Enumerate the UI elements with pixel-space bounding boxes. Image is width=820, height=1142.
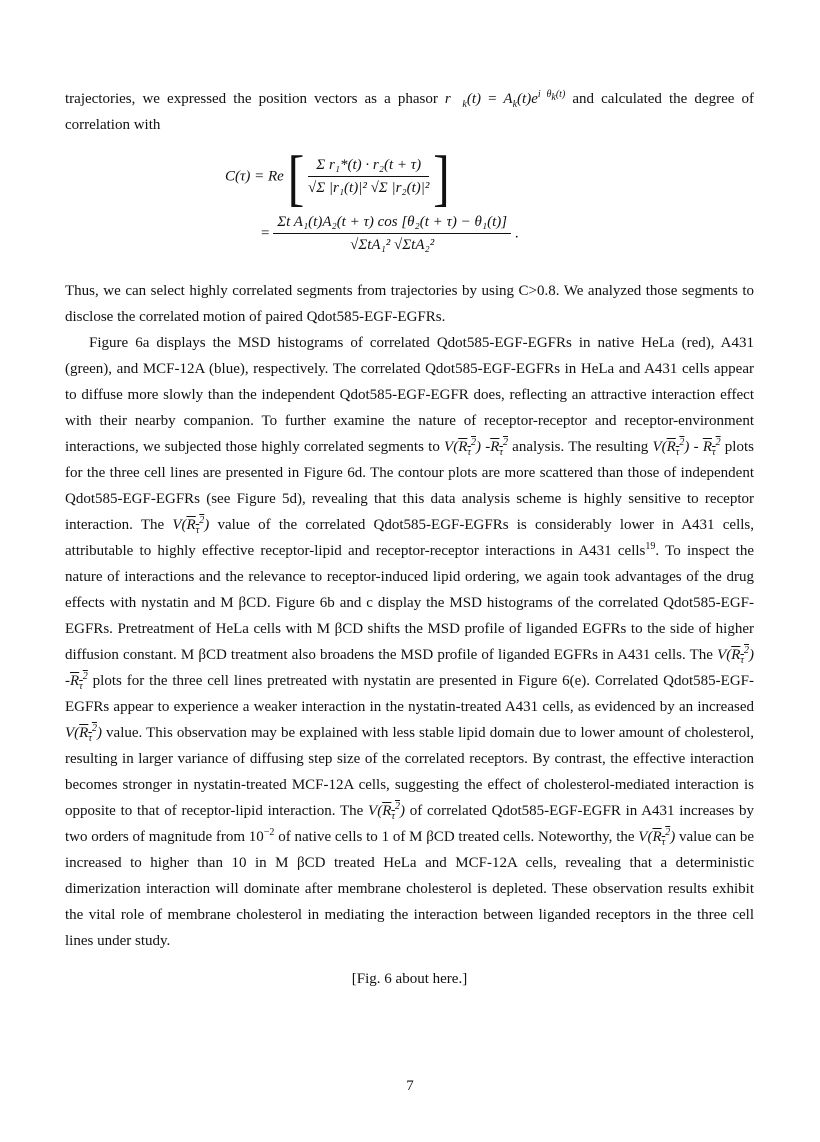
exponent: −2 — [263, 827, 275, 838]
main-text-4: value of the correlated Qdot585-EGF-EGFRs is considerably lower in A431 cells, attributable to highly effective receptor-lipid and receptor-receptor interactions in A431 cells — [65, 517, 754, 559]
v-formula: $V(R_\tau^2)$ — [638, 827, 676, 848]
intro-text-1: trajectories, we expressed the position vectors as a phasor — [65, 91, 445, 107]
page-body — [65, 86, 754, 992]
fraction-2 — [273, 214, 511, 254]
equation-line-1 — [225, 142, 450, 212]
figure-placeholder-note: [Fig. 6 about here.] — [351, 971, 468, 987]
main-text-10: value can be increased to higher than 10 in M βCD treated HeLa and MCF-12A cells, revealing that a deterministic dimerization interaction will dominate after membrane cholesterol is depleted. These observation results exhibit the vital role of membrane cholesterol in mediating the interaction between liganded receptors in the three cell lines under study. — [65, 829, 754, 949]
citation-19: 19 — [645, 541, 656, 552]
v-r-formula: $V(R_\tau^2) - R_\tau^2$ — [652, 437, 721, 458]
equation-end: . — [514, 225, 519, 242]
fraction-2-denominator: √ΣtA₁² √ΣtA₂² — [350, 237, 435, 253]
phasor-formula: $r⃗_k(t) = A_k(t)e^{i \theta_k(t)}$ — [444, 89, 566, 110]
main-text-7: value. This observation may be explained with less stable lipid domain due to lower amount of cholesterol, resulting in larger variance of diffusing step size of the correlated receptors. By contrast, the effective interaction becomes stronger in nystatin-treated MCF-12A cells, suggesting the effect of cholesterol-mediated interaction is opposite to that of receptor-lipid interaction. The — [65, 725, 754, 819]
thus-paragraph: Thus, we can select highly correlated segments from trajectories by using C>0.8. We analyzed those segments to disclose the correlated motion of paired Qdot585-EGF-EGFRs. — [65, 283, 754, 325]
main-text-1: Figure 6a displays the MSD histograms of correlated Qdot585-EGF-EGFRs in native HeLa (red), A431 (green), and MCF-12A (blue), respectively. The correlated Qdot585-EGF-EGFRs in HeLa and A431 cells appear to diffuse more slowly than the independent Qdot585-EGF-EGFR does, reflecting an attractive interaction effect with their nearby companion. To further examine the nature of receptor-receptor and receptor-environment interactions, we subjected those highly correlated segments to — [65, 335, 754, 455]
right-bracket: ] — [433, 142, 450, 212]
equation-lhs: C(τ) = Re — [225, 168, 284, 185]
v-formula: $V(R_\tau^2)$ — [65, 723, 102, 744]
left-bracket: [ — [287, 142, 305, 212]
page-number: 7 — [406, 1078, 414, 1094]
correlation-equation — [65, 144, 754, 272]
intro-text-2: and calculated the degree of correlation with — [65, 91, 754, 133]
fraction-1 — [308, 157, 429, 197]
v-r-formula: $V(R_\tau^2)$ $-R_\tau^2$ — [65, 645, 754, 692]
fraction-1-numerator: Σ r₁*(t) · r₂(t + τ) — [308, 157, 429, 177]
equation-line-2 — [261, 214, 519, 254]
v-formula: $V(R_\tau^2)$ — [368, 801, 405, 822]
main-text-9: of native cells to 1 of M βCD treated cells. Noteworthy, the — [274, 829, 639, 845]
fraction-2-numerator: Σt A₁(t)A₂(t + τ) cos [θ₂(t + τ) − θ₁(t)] — [273, 214, 511, 234]
main-text-6: plots for the three cell lines pretreated with nystatin are presented in Figure 6(e). Correlated Qdot585-EGF-EGFRs appear to experience a weaker interaction in the nystatin-treated A431 cells, as evidenced by an increased — [65, 673, 754, 715]
v-r-formula: $V(R_\tau^2)$ $-R_\tau^2$ — [444, 437, 508, 458]
main-text-8: of correlated Qdot585-EGF-EGFR in A431 increases by two orders of magnitude from 10 — [65, 803, 754, 845]
main-text-2: analysis. The resulting — [507, 439, 653, 455]
equation-equals: = — [261, 225, 270, 242]
fraction-1-denominator: √Σ |r₁(t)|² √Σ |r₂(t)|² — [307, 180, 430, 196]
main-text-3: plots for the three cell lines are presented in Figure 6d. The contour plots are more scattered than those of independent Qdot585-EGF-EGFRs (see Figure 5d), revealing that this data analysis scheme is highly sensitive to receptor interaction. The — [65, 439, 754, 533]
main-text-5: . To inspect the nature of interactions and the relevance to receptor-induced lipid ordering, we again took advantages of the drug effects with nystatin and M βCD. Figure 6b and c display the MSD histograms of the correlated Qdot585-EGF-EGFRs. Pretreatment of HeLa cells with M βCD shifts the MSD profile of liganded EGFRs to the side of higher diffusion constant. M βCD treatment also broadens the MSD profile of liganded EGFRs in A431 cells. The — [65, 543, 754, 663]
intro-paragraph — [65, 86, 754, 138]
v-formula: $V(R_\tau^2)$ — [172, 515, 210, 536]
main-paragraph — [65, 330, 754, 954]
